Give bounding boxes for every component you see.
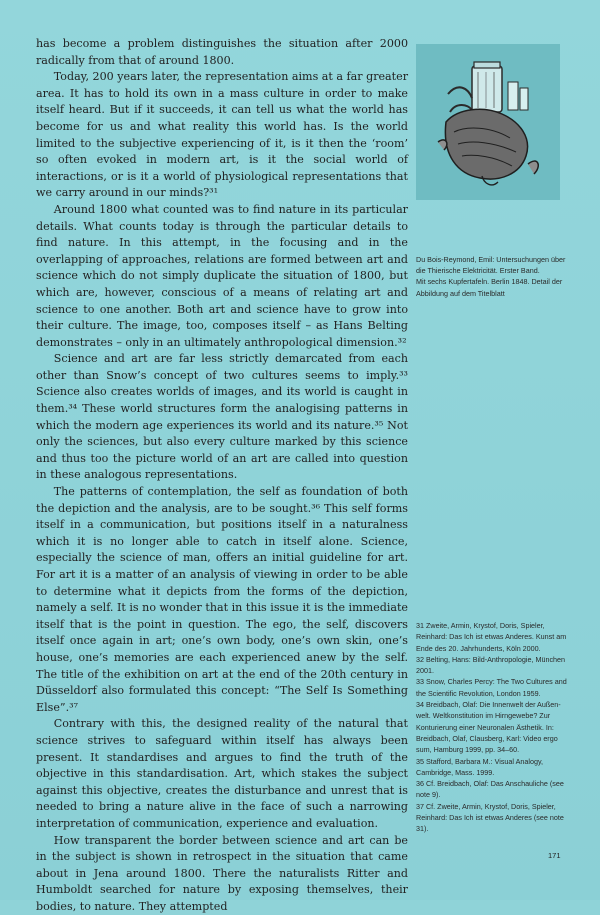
main-text-column [36,36,408,915]
caption-line: Mit sechs Kupfertafeln. Berlin 1848. Detail der [416,276,566,287]
caption-line: Du Bois-Reymond, Emil: Untersuchungen über [416,254,566,265]
engraving-illustration-icon [428,52,548,192]
sidebar-figure [416,44,566,299]
page-number: 171 [548,851,561,860]
footnote-36: 36 Cf. Breidbach, Olaf: Das Anschauliche (see note 9). [416,778,568,801]
paragraph: Science and art are far less strictly demarcated from each other than Snow’s concept of two cultures seems to imply.³³ Science also creates worlds of images, and its world is caught in them.³⁴ These world structures form the analogising patterns in which the modern age experiences its world and its nature.³⁵ Not only the sciences, but also every culture marked by this science and thus too the picture world of an art are called into question in these analogous representations. [36,351,408,484]
engraving-illustration [416,44,560,200]
paragraph: Around 1800 what counted was to find nature in its particular details. What counts today is through the particular details to find nature. In this attempt, in the focusing and in the overlapping of approaches, relations are formed between art and science which do not simply duplicate the situation of 1800, but which are, however, conscious of a means of relating art and science to one another. Both art and science have to grow into their culture. The image, too, composes itself – as Hans Belting demonstrates – only in an ultimately anthropological dimension.³² [36,202,408,351]
footnotes [416,620,568,835]
footnote-31: 31 Zweite, Armin, Krystof, Doris, Spieler, Reinhard: Das Ich ist etwas Anderes. Kunst am Ende des 20. Jahrhunderts, Köln 2000. [416,620,568,654]
footnote-35: 35 Stafford, Barbara M.: Visual Analogy, Cambridge, Mass. 1999. [416,756,568,779]
caption-line: Abbildung auf dem Titelblatt [416,288,566,299]
paragraph: How transparent the border between science and art can be in the subject is shown in retrospect in the situation that came about in Jena around 1800. There the naturalists Ritter and Humboldt searched for nature by exposing themselves, their bodies, to nature. They attempted [36,833,408,915]
paragraph: Contrary with this, the designed reality of the natural that science strives to safeguard within itself has always been present. It standardises and argues to find the truth of the objective in this standardisation. Art, which stakes the subject against this objective, creates the disturbance and unrest that is needed to bring a nature alive in the face of such a narrowing interpretation of communication, experience and evaluation. [36,716,408,832]
paragraph: has become a problem distinguishes the situation after 2000 radically from that of around 1800. [36,36,408,69]
footnote-32: 32 Belting, Hans: Bild-Anthropologie, München 2001. [416,654,568,677]
footnote-34: 34 Breidbach, Olaf: Die Innenwelt der Außen-welt. Weltkonstitution im Hirngewebe? Zur Konturierung einer Neuronalen Ästhetik. In: Breidbach, Olaf, Clausberg, Karl: Video ergo sum, Hamburg 1999, pp. 34–60. [416,699,568,755]
paragraph: The patterns of contemplation, the self as foundation of both the depiction and the analysis, are to be sought.³⁶ This self forms itself in a communication, but positions itself in a naturalness which it is no longer able to catch in itself alone. Science, especially the science of man, offers an initial guideline for art. For art it is a matter of an analysis of viewing in order to be able to determine what it depicts from the forms of the depiction, namely a self. It is no wonder that in this issue it is the immediate itself that is the point in question. The ego, the self, discovers itself once again in art; one’s own body, one’s own skin, one’s house, one’s memories are each experienced anew by the self. The title of the exhibition on art at the end of the 20th century in Düsseldorf also formulated this concept: “The Self Is Something Else”.³⁷ [36,484,408,716]
figure-caption [416,254,566,299]
paragraph: Today, 200 years later, the representation aims at a far greater area. It has to hold its own in a mass culture in order to make itself heard. But if it succeeds, it can tell us what the world has become for us and what reality this world has. Is the world limited to the subjective experiencing of it, is it then the ‘room’ so often evoked in modern art, is it the social world of interactions, or is it a world of physiological representations that we carry around in our minds?³¹ [36,69,408,202]
caption-line: die Thierische Elektricität. Erster Band. [416,265,566,276]
footnote-33: 33 Snow, Charles Percy: The Two Cultures and the Scientific Revolution, London 1959. [416,676,568,699]
footnote-37: 37 Cf. Zweite, Armin, Krystof, Doris, Spieler, Reinhard: Das Ich ist etwas Anderes (see note 31). [416,801,568,835]
